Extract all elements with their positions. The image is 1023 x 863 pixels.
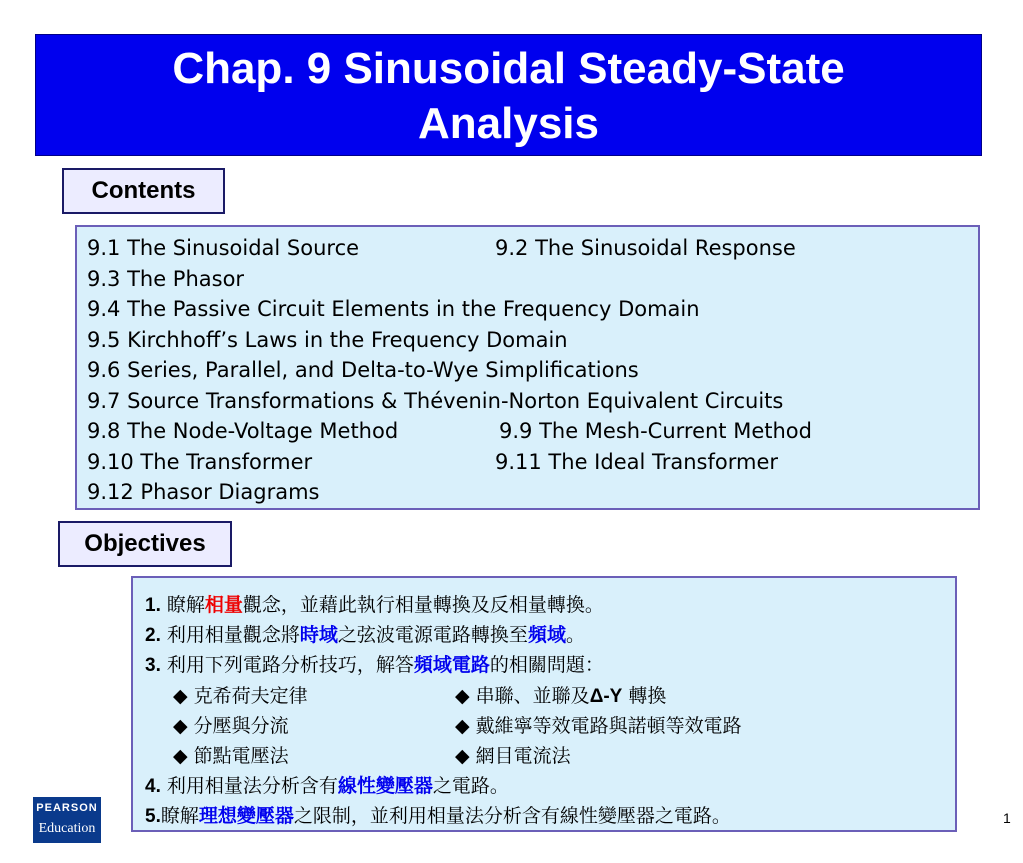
contents-row (87, 264, 978, 295)
contents-row (87, 355, 978, 386)
objective-text: 瞭解 (160, 594, 205, 616)
objective-number: 4. (145, 776, 161, 798)
contents-item-9-11: 9.11 The Ideal Transformer (495, 449, 778, 474)
contents-item-9-1: 9.1 The Sinusoidal Source (87, 236, 360, 260)
objective-highlight: 理想變壓器 (198, 805, 294, 828)
objective-highlight: 線性變壓器 (337, 775, 433, 798)
objective-subitem-right (455, 741, 571, 771)
objective-highlight: 頻域電路 (413, 654, 490, 677)
subitem-text: 串聯、並聯及 (475, 684, 590, 707)
contents-row (87, 325, 978, 356)
objective-item-2 (145, 620, 955, 650)
contents-heading: Contents (62, 168, 225, 214)
objective-text: 利用下列電路分析技巧，解答 (160, 654, 414, 677)
subitem-text: 網目電流法 (475, 744, 571, 767)
contents-item-9-12: 9.12 Phasor Diagrams (87, 480, 320, 504)
contents-item-9-9: 9.9 The Mesh-Current Method (499, 419, 812, 443)
subitem-text: 克希荷夫定律 (193, 684, 308, 707)
objective-text: 之弦波電源電路轉換至 (337, 624, 528, 647)
diamond-bullet-icon: ◆ (173, 744, 188, 767)
diamond-bullet-icon: ◆ (173, 684, 188, 707)
contents-list (75, 225, 980, 510)
logo-line2: Education (38, 821, 96, 836)
objective-text: 之電路。 (432, 775, 509, 798)
objective-text: 觀念，並藉此執行相量轉換及反相量轉換。 (242, 594, 604, 616)
objectives-list (131, 576, 957, 832)
objective-number: 3. (145, 655, 161, 677)
objective-subitem-right (455, 711, 742, 741)
contents-row (87, 386, 978, 417)
objective-text: 瞭解 (160, 805, 199, 828)
objective-text: 利用相量法分析含有 (160, 775, 338, 798)
objective-highlight: 時域 (299, 624, 338, 647)
slide-title (35, 34, 982, 156)
objective-subitem-right (455, 681, 666, 712)
objectives-heading: Objectives (58, 521, 232, 567)
objective-item-3 (145, 650, 955, 680)
subitem-text: 分壓與分流 (193, 714, 289, 737)
objective-highlight: 頻域 (527, 624, 566, 647)
contents-row (87, 294, 978, 325)
contents-item-9-3: 9.3 The Phasor (87, 266, 245, 291)
contents-row (87, 233, 978, 264)
objective-item-5 (145, 801, 955, 831)
contents-item-9-2: 9.2 The Sinusoidal Response (495, 236, 796, 260)
objective-number: 1. (145, 595, 161, 616)
diamond-bullet-icon: ◆ (173, 714, 188, 737)
objective-subitem-row (145, 741, 955, 771)
contents-row (87, 447, 978, 478)
contents-item-9-4: 9.4 The Passive Circuit Elements in the Frequency Domain (87, 297, 700, 321)
objective-text: 之限制，並利用相量法分析含有線性變壓器之電路。 (293, 805, 731, 828)
objective-subitem-row (145, 711, 955, 741)
subitem-text: 轉換 (622, 684, 667, 707)
objective-subitem-row (145, 681, 955, 711)
objective-text: 。 (565, 624, 585, 647)
objective-highlight: 相量 (204, 594, 243, 616)
diamond-bullet-icon: ◆ (455, 684, 470, 707)
logo-line1: PEARSON (36, 802, 98, 814)
contents-item-9-10: 9.10 The Transformer (87, 449, 313, 474)
subitem-text: 戴維寧等效電路與諾頓等效電路 (475, 714, 742, 737)
slide-title-line2: Analysis (418, 99, 599, 148)
pearson-education-logo (33, 797, 101, 843)
contents-row (87, 477, 978, 508)
objective-number: 5. (145, 806, 161, 828)
contents-item-9-5: 9.5 Kirchhoff’s Laws in the Frequency Domain (87, 327, 568, 352)
objective-item-4 (145, 771, 955, 801)
diamond-bullet-icon: ◆ (455, 714, 470, 737)
contents-item-9-8: 9.8 The Node-Voltage Method (87, 419, 399, 443)
slide-title-line1: Chap. 9 Sinusoidal Steady-State (172, 44, 845, 93)
objective-text: 利用相量觀念將 (160, 624, 300, 647)
objective-number: 2. (145, 625, 161, 647)
contents-item-9-6: 9.6 Series, Parallel, and Delta-to-Wye Simplifications (87, 358, 639, 382)
objective-item-1 (145, 590, 955, 620)
contents-item-9-7: 9.7 Source Transformations & Thévenin-Norton Equivalent Circuits (87, 388, 784, 413)
page-number: 1 (1003, 810, 1011, 826)
subitem-text: 節點電壓法 (193, 744, 289, 767)
subitem-text-bold: Δ-Y (589, 685, 623, 707)
contents-row (87, 416, 978, 447)
diamond-bullet-icon: ◆ (455, 744, 470, 767)
objective-text: 的相關問題： (489, 654, 604, 677)
